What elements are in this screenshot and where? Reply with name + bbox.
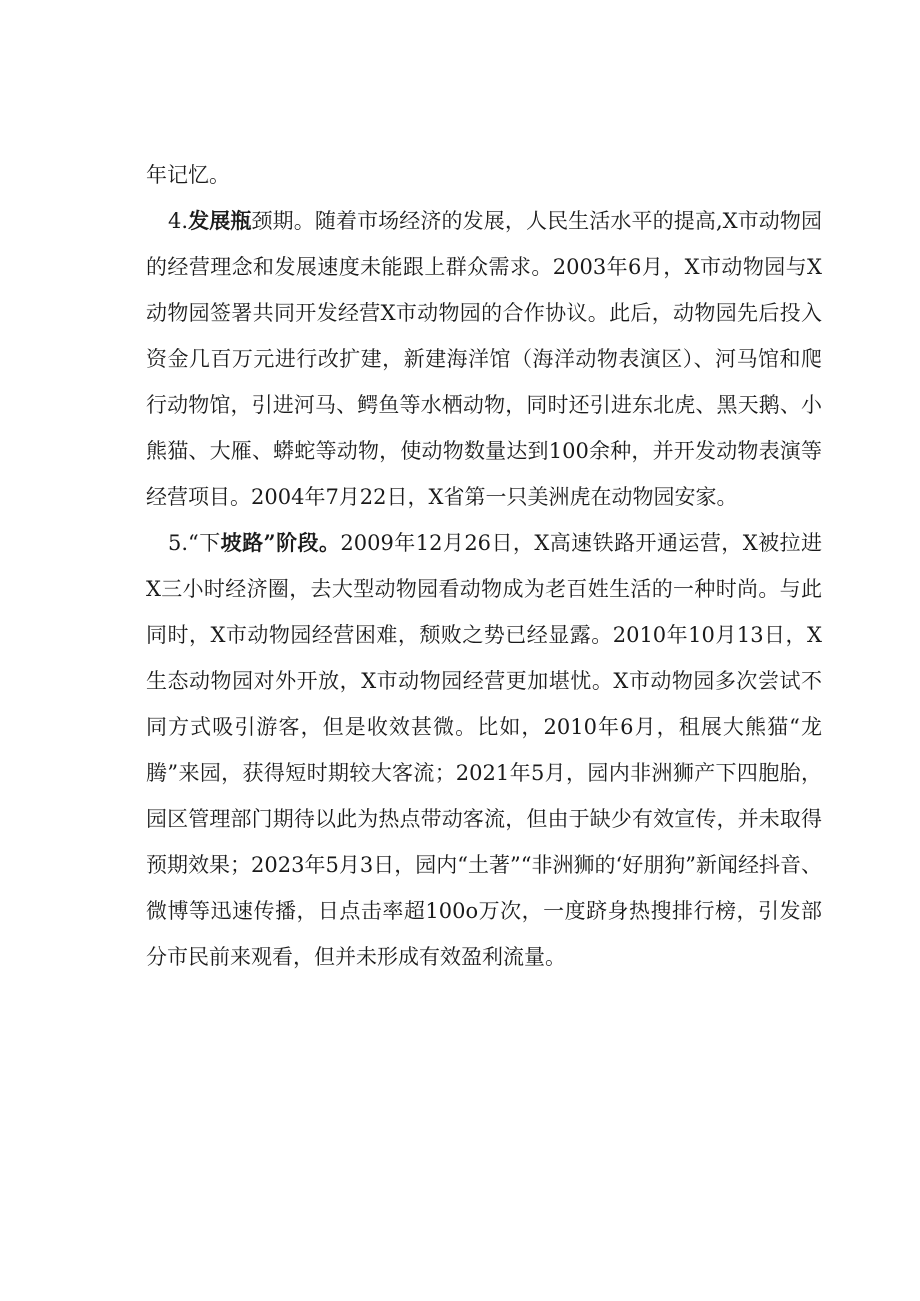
section-4-heading-bold: 发展瓶 (188, 208, 252, 233)
section-4-number: 4. (168, 209, 189, 233)
paragraph-section-4 (146, 198, 822, 520)
section-5-number: 5. (168, 531, 189, 555)
paragraph-continuation (146, 152, 822, 198)
section-4-body: 随着市场经济的发展，人民生活水平的提高,X市动物园的经营理念和发展速度未能跟上群众需求。2003年6月，X市动物园与X动物园签署共同开发经营X市动物园的合作协议。此后，动物园先后投入资金几百万元进行改扩建，新建海洋馆（海洋动物表演区）、河马馆和爬行动物馆，引进河马、鳄鱼等水栖动物，同时还引进东北虎、黑天鹅、小熊猫、大雁、蟒蛇等动物，使动物数量达到100余种，并开发动物表演等经营项目。2004年7月22日，X省第一只美洲虎在动物园安家。 (146, 209, 823, 509)
section-5-heading-plain: “下 (188, 531, 221, 555)
section-4-heading-rest: 颈期。 (251, 209, 315, 233)
continuation-text: 年记忆。 (146, 163, 230, 187)
section-5-heading-bold: 坡路”阶段。 (220, 530, 341, 555)
section-5-body: 2009年12月26日，X高速铁路开通运营，X被拉进X三小时经济圈，去大型动物园看动物成为老百姓生活的一种时尚。与此同时，X市动物园经营困难，颓败之势已经显露。2010年10月13日，X生态动物园对外开放，X市动物园经营更加堪忧。X市动物园多次尝试不同方式吸引游客，但是收效甚微。比如，2010年6月，租展大熊猫“龙腾”来园，获得短时期较大客流；2021年5月，园内非洲狮产下四胞胎，园区管理部门期待以此为热点带动客流，但由于缺少有效宣传，并未取得预期效果；2023年5月3日，园内“土著”“非洲狮的‘好朋狗”新闻经抖音、微博等迅速传播，日点击率超100o万次，一度跻身热搜排行榜，引发部分市民前来观看，但并未形成有效盈利流量。 (146, 531, 822, 969)
paragraph-section-5 (146, 520, 822, 980)
document-body (146, 152, 822, 980)
